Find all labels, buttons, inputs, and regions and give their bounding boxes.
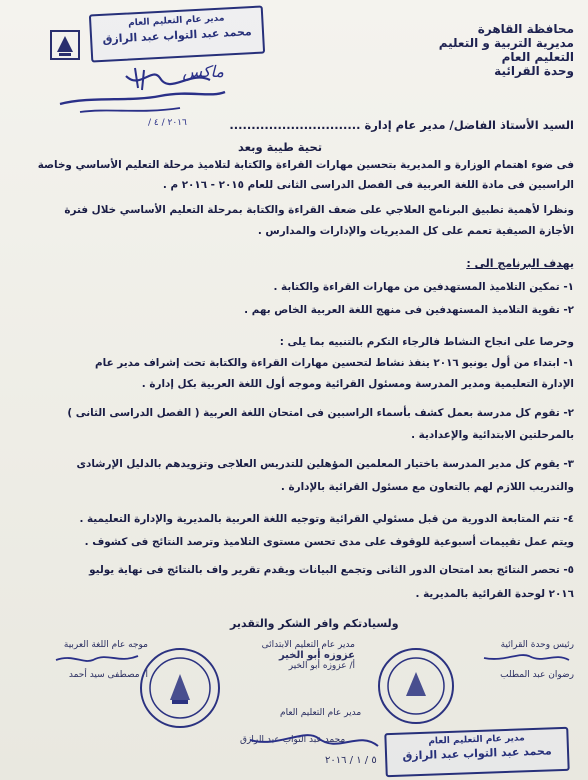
date-small: ٢٠١٦ / ٤ / [148,118,187,128]
step-4-line-2: ويتم عمل تقييمات أسبوعية للوقوف على مدى تحسن مستوى التلاميذ وترصد النتائج فى كشوف . [84,536,574,548]
step-5-line-1: ٥- تحصر النتائج بعد امتحان الدور الثانى وتجمع البيانات ويقدم تقرير واف بالنتائج فى نهاية يوليو [89,564,574,576]
signature-right-name: رضوان عبد المطلب [500,670,574,680]
greeting: تحية طيبة وبعد [238,140,323,154]
signature-middle-name: عزوزه أبو الخير [278,650,355,661]
paragraph-1-line-2: الراسبين فى مادة اللغة العربية فى الفصل الدراسى الثانى للعام ٢٠١٥ - ٢٠١٦ م . [162,179,574,191]
step-5-line-2: ٢٠١٦ لوحدة القرائية بالمديرية . [415,588,574,600]
top-stamp-name: محمد عبد التواب عبد الرازق [102,25,252,46]
step-1-line-2: الإدارة التعليمية ومدير المدرسة ومسئول القرائية وموجه أول اللغة العربية بكل إدارة . [141,378,574,390]
signature-right-scribble-icon [474,650,574,666]
step-2-line-1: ٢- تقوم كل مدرسة بعمل كشف بأسماء الراسبين فى امتحان اللغة العربية ( الفصل الدراسى الثانى ) [67,407,574,419]
paragraph-2-line-2: الأجازة الصيفية تعمم على كل المديريات والإدارات والمدارس . [257,225,574,237]
bottom-signature-scribble [238,718,388,758]
steps-intro: وحرصا على انجاح النشاط فالرجاء التكرم بالتنبيه بما يلى : [279,336,574,348]
step-4-line-1: ٤- تتم المتابعة الدورية من قبل مسئولي القرائية وتوجيه اللغة العربية بالمديرية والإدارة التعليمية . [79,513,574,525]
signature-left-scribble-icon [48,650,148,666]
goal-1: ١- تمكين التلاميذ المستهدفين من مهارات القراءة والكتابة . [273,281,574,293]
general-director-title: مدير عام التعليم العام [280,708,362,718]
signature-right-title: رئيس وحدة القرائية [500,640,574,650]
department-line: التعليم العام [501,50,574,64]
eagle-emblem-icon [168,648,232,712]
handwriting-note: ماكس [182,62,224,81]
top-stamp [89,5,265,62]
directorate-line: مديرية التربية و التعليم [438,36,574,50]
letterhead [384,22,574,78]
signature-left-name: أ/ مصطفى سيد أحمد [68,670,148,680]
top-stamp-title: مدير عام التعليم العام [127,13,225,29]
bottom-stamp [384,727,569,777]
signature-left [28,640,148,680]
bottom-stamp-name: محمد عبد التواب عبد الرازق [402,744,552,763]
step-3-line-1: ٣- يقوم كل مدير المدرسة باختيار المعلمين المؤهلين للتدريس العلاجى وتزويدهم بالدليل الإرشادى [76,458,574,470]
step-3-line-2: والتدريب اللازم لهم بالتعاون مع مسئول القرائية بالإدارة . [280,481,574,493]
unit-line: وحدة القرائية [494,64,574,78]
addressee-line: السيد الأستاذ الفاضل/ مدير عام إدارة .............................. [229,118,574,132]
goal-2: ٢- تقوية التلاميذ المستهدفين فى منهج اللغة العربية الخاص بهم . [244,304,574,316]
governorate-line: محافظة القاهرة [477,22,574,36]
step-1-line-1: ١- ابتداء من أول يونيو ٢٠١٦ ينفذ نشاط لتحسين مهارات القراءة والكتابة تحت إشراف مدير عام [95,357,574,369]
general-director-name: محمد عبد التواب عبد الرازق [240,735,346,745]
bottom-stamp-title: مدير عام التعليم العام [428,733,525,747]
paragraph-1-line-1: فى ضوء اهتمام الوزارة و المديرية بتحسين مهارات القراءة والكتابة لتلاميذ مرحلة التعليم الأساسي وخاصة [37,159,574,171]
signature-left-title: موجه عام اللغة العربية [63,640,148,650]
date-bottom: ٥ / ١ / ٢٠١٦ [325,755,377,766]
closing-line: ولسيادتكم وافر الشكر والتقدير [230,617,399,630]
signature-middle-title: مدير عام التعليم الابتدائى [261,640,355,650]
signature-middle-sub: أ/ عزوزه أبو الخير [288,661,355,671]
step-2-line-2: بالمرحلتين الابتدائية والإعدادية . [411,429,574,441]
signature-right [464,640,574,680]
signature-middle [225,640,355,671]
paragraph-2-line-1: ونظرا لأهمية تطبيق البرنامج العلاجي على ضعف القراءة والكتابة بمرحلة التعليم الأساسي خلال فترة [64,204,574,216]
goals-title: يهدف البرنامج الى : [466,257,574,270]
official-seal-right [378,648,454,724]
ministry-emblem-icon [48,28,82,62]
